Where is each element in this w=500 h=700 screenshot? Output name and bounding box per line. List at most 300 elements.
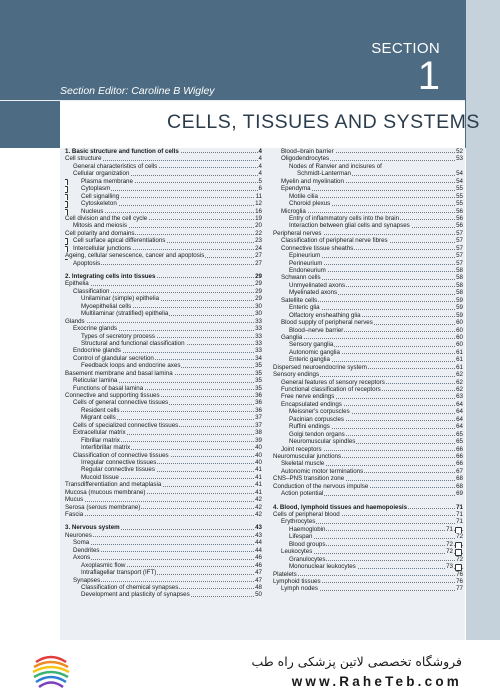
toc-entry-title: Mitosis and meiosis xyxy=(73,222,127,230)
toc-page-number: 73 xyxy=(446,563,453,571)
toc-entry xyxy=(273,327,463,334)
toc-entry-title: Blood supply of peripheral nerves xyxy=(281,319,373,327)
toc-entry xyxy=(273,408,463,415)
toc-entry xyxy=(65,280,262,287)
toc-entry-title: Sensory endings xyxy=(273,371,320,379)
toc-entry xyxy=(65,370,262,377)
toc-page-number: 30 xyxy=(255,310,262,318)
toc-entry xyxy=(273,237,463,244)
toc-entry xyxy=(65,591,262,598)
toc-entry-title: Epineurium xyxy=(289,252,321,260)
toc-entry-title: Axons xyxy=(73,554,91,562)
toc-entry-title: Pacinian corpuscles xyxy=(289,415,345,423)
toc-page-number: 39 xyxy=(255,436,262,444)
toc-entry-title: Cytoskeleton xyxy=(81,200,117,208)
toc-entry xyxy=(65,554,262,561)
toc-entry-title: Soma xyxy=(73,539,90,547)
section-number: 1 xyxy=(417,54,440,98)
toc-entry-title: Mucus xyxy=(65,496,84,504)
toc-entry xyxy=(65,252,262,259)
toc-entry-title: Haemoglobin xyxy=(289,525,326,533)
toc-entry xyxy=(65,333,262,340)
toc-entry xyxy=(273,468,463,475)
toc-entry xyxy=(65,422,262,429)
toc-entry xyxy=(273,185,463,192)
toc-entry xyxy=(273,148,463,155)
toc-leader xyxy=(81,212,262,213)
toc-entry-title: Action potential xyxy=(281,490,324,498)
toc-entry-title: Epithelia xyxy=(65,280,89,288)
toc-entry xyxy=(273,349,463,356)
toc-entry xyxy=(273,393,463,400)
toc-entry xyxy=(273,267,463,274)
toc-page-number: 57 xyxy=(456,259,463,267)
toc-page-number: 72 xyxy=(446,548,453,556)
toc-page-number: 29 xyxy=(255,287,262,295)
toc-entry-title: Multilaminar (stratified) epithelia xyxy=(81,310,169,318)
toc-page-number: 71 xyxy=(446,525,453,533)
toc-page-number: 47 xyxy=(255,576,262,584)
toc-entry-title: Cells of peripheral blood xyxy=(273,511,340,518)
toc-entry xyxy=(273,460,463,467)
toc-page-number: 64 xyxy=(456,400,463,408)
toc-entry-title: Endocrine glands xyxy=(73,347,121,355)
toc-entry xyxy=(273,423,463,430)
toc-entry xyxy=(65,208,262,215)
toc-page-number: 58 xyxy=(456,281,463,289)
toc-entry-title: Golgi tendon organs xyxy=(289,430,345,438)
toc-entry xyxy=(65,504,262,511)
toc-page-number: 64 xyxy=(456,408,463,416)
toc-page-number: 65 xyxy=(456,430,463,438)
toc-entry xyxy=(273,431,463,438)
toc-entry-title: Exocrine glands xyxy=(73,325,118,333)
toc-entry xyxy=(65,524,262,531)
toc-entry xyxy=(65,222,262,229)
toc-page-number: 48 xyxy=(255,583,262,591)
toc-entry-title: Meissner's corpuscles xyxy=(289,408,350,416)
toc-page-number: 36 xyxy=(255,392,262,399)
toc-page-number: 22 xyxy=(255,229,262,237)
toc-entry xyxy=(273,341,463,348)
toc-entry xyxy=(65,355,262,362)
toc-page-number: 33 xyxy=(255,339,262,347)
toc-entry xyxy=(273,371,463,378)
toc-entry-title: Lymphoid tissues xyxy=(273,577,321,585)
toc-entry xyxy=(273,200,463,207)
toc-entry-title: 2. Integrating cells into tissues xyxy=(65,273,156,280)
toc-entry xyxy=(273,178,463,185)
toc-page-number: 37 xyxy=(255,421,262,429)
toc-page-number: 33 xyxy=(255,347,262,355)
toc-entry xyxy=(273,230,463,237)
toc-page-number: 56 xyxy=(456,222,463,230)
toc-page-number: 35 xyxy=(255,384,262,392)
toc-leader xyxy=(65,322,262,323)
toc-entry-title: Enteric ganglia xyxy=(289,356,330,364)
toc-entry-title: Endoneurium xyxy=(289,267,326,274)
toc-entry xyxy=(65,245,262,252)
toc-entry xyxy=(273,563,463,570)
toc-page-number: 29 xyxy=(255,295,262,303)
toc-leader xyxy=(73,551,262,552)
toc-entry-title: Interfibrillar matrix xyxy=(81,444,131,452)
toc-entry-title: Conduction of the nervous impulse xyxy=(273,482,369,490)
toc-entry-title: Platelets xyxy=(273,570,297,578)
toc-leader xyxy=(65,515,262,516)
toc-page-number: 63 xyxy=(456,393,463,401)
toc-page-number: 72 xyxy=(456,533,463,541)
toc-entry xyxy=(273,215,463,222)
toc-entry-title: Connective and supporting tissues xyxy=(65,392,160,399)
toc-entry-title: Mucoid tissue xyxy=(81,473,119,481)
toc-entry xyxy=(65,496,262,503)
toc-entry-title: 1. Basic structure and function of cells xyxy=(65,148,179,155)
toc-entry xyxy=(273,170,463,177)
toc-page-number: 23 xyxy=(255,237,262,245)
toc-column-right xyxy=(273,148,463,593)
toc-entry xyxy=(273,386,463,393)
toc-entry xyxy=(65,489,262,496)
toc-entry-title: Sensory ganglia xyxy=(289,341,334,349)
toc-page-number: 55 xyxy=(456,192,463,200)
toc-page-number: 60 xyxy=(456,319,463,327)
toc-entry-title: Intercellular junctions xyxy=(73,244,132,252)
toc-page-number: 37 xyxy=(255,414,262,422)
toc-page-number: 4 xyxy=(258,148,262,155)
toc-page-number: 36 xyxy=(255,399,262,407)
toc-page-number: 65 xyxy=(456,438,463,446)
toc-entry-title: Cell polarity and domains xyxy=(65,229,135,237)
toc-page-number: 56 xyxy=(456,207,463,215)
toc-page-number: 33 xyxy=(255,317,262,325)
toc-page-number: 20 xyxy=(255,222,262,230)
toc-leader xyxy=(73,264,262,265)
table-of-contents xyxy=(60,148,465,640)
toc-entry xyxy=(273,518,463,525)
toc-entry-title: Blood–brain barrier xyxy=(281,148,334,155)
toc-page-number: 42 xyxy=(255,496,262,504)
toc-entry-title: Blood–nerve barrier xyxy=(289,326,344,334)
store-title: فروشگاه تخصصی لاتین پزشکی راه طب xyxy=(251,654,462,669)
toc-entry xyxy=(65,178,262,185)
toc-entry xyxy=(65,193,262,200)
toc-page-number: 57 xyxy=(456,252,463,260)
toc-page-number: 27 xyxy=(255,259,262,267)
toc-entry-title: Myelin and myelination xyxy=(281,177,344,185)
toc-entry-title: Connective tissue sheaths xyxy=(281,244,354,252)
toc-page-number: 58 xyxy=(456,289,463,297)
toc-leader xyxy=(73,544,262,545)
toc-entry xyxy=(273,364,463,371)
toc-column-left xyxy=(65,148,262,599)
toc-page-number: 16 xyxy=(255,207,262,215)
toc-page-number: 43 xyxy=(255,531,262,539)
toc-entry xyxy=(273,274,463,281)
books-logo-icon xyxy=(30,652,72,690)
toc-page-number: 4 xyxy=(258,162,262,170)
toc-entry-title: Encapsulated endings xyxy=(281,400,342,408)
toc-entry-title: 3. Nervous system xyxy=(65,524,120,532)
toc-page-number: 52 xyxy=(456,148,463,155)
toc-entry-title: Resident cells xyxy=(81,406,120,414)
toc-entry-title: Serosa (serous membrane) xyxy=(65,503,141,511)
toc-page-number: 41 xyxy=(255,481,262,489)
toc-entry xyxy=(65,414,262,421)
toc-entry xyxy=(273,475,463,482)
toc-page-number: 71 xyxy=(456,518,463,526)
toc-entry-title: General characteristics of cells xyxy=(73,162,158,170)
toc-page-number: 44 xyxy=(255,546,262,554)
toc-entry-title: Classification of chemical synapses xyxy=(81,583,179,591)
toc-page-number: 68 xyxy=(456,475,463,483)
toc-entry-title: Extracellular matrix xyxy=(73,429,126,437)
toc-entry xyxy=(65,273,262,280)
toc-page-number: 50 xyxy=(255,591,262,599)
toc-entry-title: Ageing, cellular senescence, cancer and apoptosis xyxy=(65,252,205,260)
toc-entry xyxy=(273,556,463,563)
toc-entry-title: Lymph nodes xyxy=(281,585,318,593)
toc-page-number: 72 xyxy=(446,540,453,548)
toc-page-number: 76 xyxy=(456,570,463,578)
toc-page-number: 59 xyxy=(456,304,463,312)
toc-entry xyxy=(65,185,262,192)
toc-entry-title: Migrant cells xyxy=(81,414,116,422)
toc-page-number: 62 xyxy=(456,371,463,379)
toc-entry-title: Fibrillar matrix xyxy=(81,436,120,444)
toc-entry xyxy=(65,474,262,481)
toc-page-number: 41 xyxy=(255,473,262,481)
toc-entry-title: Granulocytes xyxy=(289,555,326,563)
toc-entry-title: Intraflagellar transport (IFT) xyxy=(81,569,157,577)
toc-entry-title: Axoplasmic flow xyxy=(81,561,126,569)
toc-entry xyxy=(273,526,463,533)
toc-entry xyxy=(65,237,262,244)
toc-entry-title: Synapses xyxy=(73,576,101,584)
toc-entry-title: Perineurium xyxy=(289,259,323,267)
toc-entry-title: Interaction between glial cells and synapses xyxy=(289,222,410,230)
toc-page-number: 40 xyxy=(255,451,262,459)
toc-entry-title: Joint receptors xyxy=(281,445,322,453)
toc-page-number: 76 xyxy=(456,577,463,585)
toc-entry-title: Structural and functional classification xyxy=(81,339,185,347)
toc-entry xyxy=(65,295,262,302)
toc-entry xyxy=(65,288,262,295)
toc-entry xyxy=(65,170,262,177)
toc-entry-title: Satellite cells xyxy=(281,296,318,304)
toc-page-number: 57 xyxy=(456,237,463,245)
toc-leader xyxy=(73,559,262,560)
toc-page-number: 69 xyxy=(456,490,463,498)
toc-page-number: 58 xyxy=(456,267,463,274)
toc-entry-title: Types of secretory process xyxy=(81,332,155,340)
toc-entry xyxy=(65,429,262,436)
toc-page-number: 60 xyxy=(456,326,463,334)
toc-entry-title: Lifespan xyxy=(289,533,313,541)
toc-entry-title: Ependyma xyxy=(281,185,311,193)
toc-leader xyxy=(65,536,262,537)
toc-entry-title: Cytoplasm xyxy=(81,185,111,193)
toc-entry xyxy=(65,325,262,332)
toc-entry xyxy=(273,260,463,267)
toc-entry xyxy=(273,578,463,585)
toc-entry-title: Basement membrane and basal lamina xyxy=(65,369,173,377)
toc-page-number: 54 xyxy=(456,177,463,185)
toc-entry xyxy=(273,208,463,215)
toc-entry xyxy=(65,547,262,554)
toc-entry xyxy=(273,490,463,497)
toc-entry xyxy=(65,562,262,569)
toc-entry xyxy=(273,511,463,518)
toc-entry xyxy=(65,392,262,399)
website-link[interactable]: www.RaheTeb.com xyxy=(291,674,462,689)
toc-entry-title: Cell division and the cell cycle xyxy=(65,214,148,222)
toc-page-number: 12 xyxy=(255,200,262,208)
toc-entry xyxy=(273,282,463,289)
toc-page-number: 34 xyxy=(255,354,262,362)
toc-page-number: 35 xyxy=(255,362,262,370)
toc-page-number: 36 xyxy=(255,406,262,414)
toc-entry xyxy=(273,446,463,453)
toc-entry-title: Cells of general connective tissues xyxy=(73,399,169,407)
toc-entry xyxy=(65,459,262,466)
toc-entry-title: Ruffini endings xyxy=(289,423,330,431)
toc-page-number: 35 xyxy=(255,377,262,385)
toc-entry xyxy=(65,362,262,369)
toc-page-number: 24 xyxy=(255,244,262,252)
toc-page-number: 4 xyxy=(258,155,262,163)
toc-leader xyxy=(281,212,463,213)
toc-entry xyxy=(65,155,262,162)
toc-entry-title: Schwann cells xyxy=(281,274,321,282)
toc-entry-title: Oligodendrocytes xyxy=(281,155,330,163)
toc-page-number: 27 xyxy=(255,252,262,260)
toc-entry-title: Nodes of Ranvier and incisures of xyxy=(289,162,382,170)
toc-entry-title: Cell signalling xyxy=(81,192,120,200)
toc-entry xyxy=(273,585,463,592)
toc-entry-title: Neurones xyxy=(65,531,92,539)
section-label: SECTION xyxy=(371,40,440,57)
toc-entry xyxy=(65,230,262,237)
toc-entry xyxy=(65,215,262,222)
toc-entry xyxy=(65,303,262,310)
toc-entry-title: Feedback loops and endocrine axes xyxy=(81,362,181,370)
toc-page-number: 33 xyxy=(255,325,262,333)
toc-entry xyxy=(273,297,463,304)
toc-page-number: 6 xyxy=(258,185,262,193)
toc-entry xyxy=(273,453,463,460)
toc-entry-title: Unilaminar (simple) epithelia xyxy=(81,295,160,303)
toc-page-number: 29 xyxy=(255,273,262,280)
toc-entry xyxy=(273,483,463,490)
toc-entry-title: Olfactory ensheathing glia xyxy=(289,311,361,319)
toc-entry-title: Cell structure xyxy=(65,155,102,163)
toc-entry xyxy=(273,289,463,296)
toc-page-number: 57 xyxy=(456,244,463,252)
toc-entry-title: Skeletal muscle xyxy=(281,460,325,468)
toc-entry-title: Glands xyxy=(65,317,85,325)
toc-entry xyxy=(273,193,463,200)
toc-page-number: 71 xyxy=(456,511,463,518)
toc-entry xyxy=(65,260,262,267)
toc-page-number: 72 xyxy=(456,555,463,563)
toc-page-number: 62 xyxy=(456,386,463,393)
toc-entry-title: Ganglia xyxy=(281,333,303,341)
toc-page-number: 77 xyxy=(456,585,463,593)
toc-entry xyxy=(273,252,463,259)
toc-entry xyxy=(65,318,262,325)
toc-entry xyxy=(273,319,463,326)
toc-entry xyxy=(65,148,262,155)
toc-entry-title: Neuromuscular spindles xyxy=(289,438,356,446)
toc-page-number: 71 xyxy=(456,503,463,511)
toc-page-number: 66 xyxy=(456,445,463,453)
toc-entry xyxy=(273,541,463,548)
toc-page-number: 19 xyxy=(255,214,262,222)
toc-entry xyxy=(273,163,463,170)
toc-page-number: 43 xyxy=(255,524,262,532)
toc-entry-title: Leukocytes xyxy=(281,548,313,556)
toc-entry-title: Fascia xyxy=(65,511,84,518)
toc-page-number: 60 xyxy=(456,341,463,349)
toc-entry xyxy=(65,347,262,354)
toc-entry xyxy=(65,569,262,576)
toc-entry xyxy=(273,416,463,423)
toc-entry-title: Enteric glia xyxy=(289,304,320,312)
side-tab-bar xyxy=(466,0,500,640)
toc-page-number: 33 xyxy=(255,332,262,340)
toc-page-number: 4 xyxy=(258,170,262,178)
toc-page-number: 55 xyxy=(456,185,463,193)
toc-page-number: 11 xyxy=(255,192,262,200)
toc-entry xyxy=(65,310,262,317)
toc-entry xyxy=(273,304,463,311)
toc-entry xyxy=(65,340,262,347)
toc-entry-title: CNS–PNS transition zone xyxy=(273,475,345,483)
toc-entry xyxy=(65,481,262,488)
toc-page-number: 46 xyxy=(255,561,262,569)
toc-entry xyxy=(65,539,262,546)
toc-page-number: 5 xyxy=(258,177,262,185)
toc-entry xyxy=(65,444,262,451)
toc-entry-title: Apoptosis xyxy=(73,259,101,267)
toc-entry-title: Motile cilia xyxy=(289,192,318,200)
toc-leader xyxy=(281,338,463,339)
toc-page-number: 54 xyxy=(456,170,463,178)
toc-entry-title: Classification xyxy=(73,287,110,295)
toc-page-number: 61 xyxy=(456,348,463,356)
toc-page-number: 41 xyxy=(255,466,262,474)
toc-entry-title: Mononuclear leukocytes xyxy=(289,563,356,571)
toc-page-number: 40 xyxy=(255,444,262,452)
toc-page-number: 59 xyxy=(456,311,463,319)
toc-entry xyxy=(273,334,463,341)
toc-entry-title: Schmidt-Lanterman xyxy=(297,170,351,178)
toc-entry xyxy=(273,155,463,162)
toc-page-number: 68 xyxy=(456,482,463,490)
toc-entry-title: Functions of basal lamina xyxy=(73,384,144,392)
toc-entry xyxy=(273,312,463,319)
toc-page-number: 62 xyxy=(456,378,463,386)
toc-entry xyxy=(273,438,463,445)
toc-page-number: 40 xyxy=(255,458,262,466)
toc-entry-title: Irregular connective tissues xyxy=(81,458,157,466)
toc-page-number: 55 xyxy=(456,200,463,208)
toc-entry xyxy=(65,407,262,414)
toc-entry xyxy=(273,245,463,252)
toc-entry xyxy=(65,466,262,473)
toc-entry xyxy=(65,377,262,384)
